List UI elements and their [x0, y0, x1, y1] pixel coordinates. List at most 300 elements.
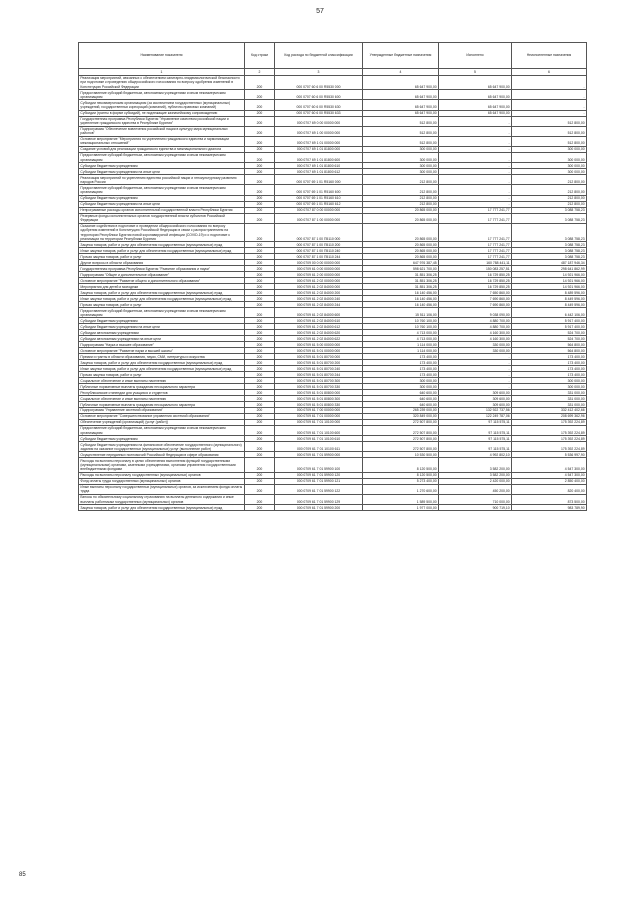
row-executed: 309 600,00 — [439, 402, 512, 408]
row-code: 200 — [245, 302, 275, 308]
row-name: Субсидии автономным учреждениям на иные цели — [79, 336, 245, 342]
row-name: Прочая закупка товаров, работ и услуг — [79, 254, 245, 260]
row-code: 200 — [245, 260, 275, 266]
row-executed: 65 647 900,00 — [439, 90, 512, 100]
row-remaining: 212 800,00 — [512, 195, 587, 201]
row-approved: 10 760 100,00 — [363, 318, 439, 324]
row-code: 200 — [245, 213, 275, 223]
row-approved: 647 976 387,45 — [363, 260, 439, 266]
row-kbk: 000 0709 61 2 02 84000 600 — [275, 308, 363, 318]
row-kbk: 000 0709 61 2 02 84000 610 — [275, 318, 363, 324]
row-code: 200 — [245, 354, 275, 360]
row-remaining: 5 536 997,90 — [512, 452, 587, 458]
row-kbk: 000 0707 87 1 00 00000 000 — [275, 213, 363, 223]
row-kbk: 000 0709 61 2 02 84000 000 — [275, 284, 363, 290]
row-approved: 31 851 306,25 — [363, 284, 439, 290]
row-name: Субсидии бюджетным учреждениям на финансовое обеспечение государственного (муниципального) задания на оказание государственных (муниципальных) услуг (выполнение работ) — [79, 442, 245, 452]
row-executed: 97 115 575,11 — [439, 420, 512, 426]
row-kbk: 000 0709 61 5 01 80700 000 — [275, 354, 363, 360]
row-approved: 272 507 800,00 — [363, 420, 439, 426]
row-code: 200 — [245, 366, 275, 372]
row-executed: 4 992 802,10 — [439, 452, 512, 458]
row-remaining: 873 500,00 — [512, 494, 587, 504]
row-remaining: 487 187 946,34 — [512, 260, 587, 266]
table-row — [79, 426, 587, 436]
row-remaining: 3 088 758,23 — [512, 248, 587, 254]
row-name: Взносы по обязательному социальному страхованию на выплаты денежного содержания и иные выплаты работникам государственных (муниципальных) органов — [79, 494, 245, 504]
table-row — [79, 484, 587, 494]
row-remaining: 5 917 400,00 — [512, 318, 587, 324]
row-name: Субсидии бюджетным учреждениям на иные цели — [79, 324, 245, 330]
column-number: 4 — [363, 68, 439, 75]
row-kbk: 000 0707 69 1 00 00000 000 — [275, 126, 363, 136]
row-executed: 16 729 850,25 — [439, 278, 512, 284]
row-code: 200 — [245, 136, 275, 146]
row-remaining: - — [512, 75, 587, 89]
row-code: 200 — [245, 378, 275, 384]
row-remaining: 331 000,00 — [512, 390, 587, 396]
row-code: 200 — [245, 284, 275, 290]
row-executed: - — [439, 163, 512, 169]
row-executed: 9 038 090,00 — [439, 308, 512, 318]
header-name: Наименование показателя — [79, 43, 245, 69]
row-name: Подпрограмма "Общее и дополнительное образование" — [79, 272, 245, 278]
row-kbk: 000 0707 69 1 01 81800 000 — [275, 147, 363, 153]
row-remaining: 331 000,00 — [512, 396, 587, 402]
row-code: 200 — [245, 290, 275, 296]
row-remaining: 3 088 758,23 — [512, 207, 587, 213]
row-approved: 8 120 500,00 — [363, 458, 439, 472]
row-approved: 20 865 000,00 — [363, 223, 439, 242]
table-row — [79, 458, 587, 472]
row-code: 200 — [245, 126, 275, 136]
row-executed: - — [439, 153, 512, 163]
row-approved: 272 507 800,00 — [363, 442, 439, 452]
row-code: 200 — [245, 342, 275, 348]
row-name: Социальное обеспечение и иные выплаты населению — [79, 378, 245, 384]
row-code: 200 — [245, 223, 275, 242]
row-executed: 17 777 241,77 — [439, 213, 512, 223]
row-remaining: 524 700,00 — [512, 330, 587, 336]
row-executed: 4 880 700,00 — [439, 324, 512, 330]
row-code: 200 — [245, 348, 275, 354]
row-executed: - — [439, 372, 512, 378]
row-code: 200 — [245, 420, 275, 426]
row-code: 200 — [245, 484, 275, 494]
row-approved: 10 760 100,00 — [363, 324, 439, 330]
table-row — [79, 505, 587, 511]
header-code: Код строки — [245, 43, 275, 69]
row-name: Фонд оплаты труда государственных (муниципальных) органов — [79, 478, 245, 484]
row-code: 200 — [245, 185, 275, 195]
row-name: Расходы на выплаты персоналу в целях обеспечения выполнения функций государственными (муниципальными) органами, казенными учреждениями, органами управления государственными внебюджетными фондами — [79, 458, 245, 472]
table-row — [79, 308, 587, 318]
row-name: Субсидии некоммерческим организациям (за исключением государственных (муниципальных) учреждений, государственных корпораций (компаний), публично-правовых компаний) — [79, 100, 245, 110]
table-row — [79, 442, 587, 452]
row-kbk: 000 0707 69 1 01 R5160 610 — [275, 195, 363, 201]
row-approved: 212 800,00 — [363, 185, 439, 195]
row-remaining: 331 000,00 — [512, 402, 587, 408]
table-row — [79, 90, 587, 100]
row-kbk: 000 0707 69 1 01 81800 612 — [275, 169, 363, 175]
row-name: Прочая закупка товаров, работ и услуг — [79, 372, 245, 378]
row-executed: - — [439, 195, 512, 201]
row-code: 200 — [245, 402, 275, 408]
row-approved: 173 400,00 — [363, 354, 439, 360]
row-approved: 16 140 456,00 — [363, 302, 439, 308]
row-name: Субсидии бюджетным учреждениям на иные цели — [79, 201, 245, 207]
row-approved: 16 140 456,00 — [363, 290, 439, 296]
row-executed: 710 000,00 — [439, 494, 512, 504]
row-approved: 10 530 500,00 — [363, 452, 439, 458]
row-approved: 300 000,00 — [363, 153, 439, 163]
row-approved: 31 851 306,25 — [363, 272, 439, 278]
row-approved: 320 849 000,00 — [363, 414, 439, 420]
row-remaining: 175 392 224,89 — [512, 436, 587, 442]
row-name: Публичные нормативные выплаты гражданам несоциального характера — [79, 402, 245, 408]
row-code: 200 — [245, 505, 275, 511]
row-code: 200 — [245, 458, 275, 472]
row-remaining: 3 088 758,23 — [512, 213, 587, 223]
row-remaining: 300 000,00 — [512, 169, 587, 175]
row-name: Основное мероприятие "Совершенствование управления системой образования" — [79, 414, 245, 420]
page-number-bottom: 85 — [19, 872, 26, 878]
row-approved: 640 600,00 — [363, 402, 439, 408]
row-remaining: 175 392 224,89 — [512, 426, 587, 436]
row-remaining: 3 088 758,23 — [512, 254, 587, 260]
row-remaining: 512 800,00 — [512, 116, 587, 126]
row-approved: 640 600,00 — [363, 390, 439, 396]
row-executed: 900 719,10 — [439, 505, 512, 511]
row-remaining: 5 917 400,00 — [512, 324, 587, 330]
row-code: 200 — [245, 116, 275, 126]
row-remaining: 300 000,00 — [512, 147, 587, 153]
row-code: 200 — [245, 266, 275, 272]
row-executed: 65 647 900,00 — [439, 110, 512, 116]
row-executed: 4 160 300,00 — [439, 336, 512, 342]
row-executed: 132 922 737,56 — [439, 408, 512, 414]
row-remaining: 300 000,00 — [512, 163, 587, 169]
row-code: 200 — [245, 169, 275, 175]
row-remaining: 564 800,00 — [512, 342, 587, 348]
row-code: 200 — [245, 330, 275, 336]
row-approved: 265 239 000,00 — [363, 408, 439, 414]
row-kbk: 000 0709 61 7 01 59900 120 — [275, 472, 363, 478]
row-code: 200 — [245, 147, 275, 153]
header-remaining: Неисполненные назначения — [512, 43, 587, 69]
row-name: Подпрограмма "Обеспечение вовлечения российской нации в культуру мира муниципальных районов" — [79, 126, 245, 136]
row-kbk: 000 0709 61 7 01 59900 200 — [275, 505, 363, 511]
row-code: 200 — [245, 318, 275, 324]
row-executed: - — [439, 169, 512, 175]
row-executed: 17 777 241,77 — [439, 207, 512, 213]
row-name: Премии и гранты в области образования, науки, СМИ, литературы и искусства — [79, 354, 245, 360]
row-kbk: 000 0709 61 7 01 59900 000 — [275, 452, 363, 458]
row-kbk: 000 0709 61 7 01 10100 600 — [275, 426, 363, 436]
row-code: 200 — [245, 414, 275, 420]
row-code: 200 — [245, 372, 275, 378]
table-row — [79, 100, 587, 110]
row-approved: 212 800,00 — [363, 201, 439, 207]
row-kbk: 000 0709 61 2 02 84000 620 — [275, 330, 363, 336]
row-executed: - — [439, 384, 512, 390]
row-approved: 15 511 106,00 — [363, 308, 439, 318]
row-remaining: 14 921 966,00 — [512, 272, 587, 278]
row-name: Другие вопросы в области образования — [79, 260, 245, 266]
row-remaining: 300 000,00 — [512, 378, 587, 384]
row-code: 200 — [245, 254, 275, 260]
row-name: Расходы на выплаты персоналу государственных (муниципальных) органов — [79, 472, 245, 478]
row-remaining: 512 800,00 — [512, 126, 587, 136]
row-executed: 17 777 241,77 — [439, 242, 512, 248]
row-name: Оказание содействия в подготовке и проведении общероссийского голосования по вопросу одобрения изменений в Конституцию Российской Федерации в связи с распространением на территории Республики Бурятия новой коронавирусной инфекции (COVID-19) и о подготовке к реализации на территории Республики Бурятия — [79, 223, 245, 242]
row-name: Публичные нормативные выплаты гражданам несоциального характера — [79, 384, 245, 390]
row-kbk: 000 0707 69 1 01 00000 000 — [275, 136, 363, 146]
row-approved: 300 000,00 — [363, 378, 439, 384]
row-code: 200 — [245, 426, 275, 436]
row-approved: 300 000,00 — [363, 169, 439, 175]
header-executed: Исполнено — [439, 43, 512, 69]
table-row — [79, 223, 587, 242]
row-kbk: 000 0707 69 1 01 R5160 600 — [275, 185, 363, 195]
row-kbk: 000 0709 61 7 01 59900 121 — [275, 478, 363, 484]
row-remaining: - — [512, 90, 587, 100]
row-kbk: 000 0709 61 5 01 00000 000 — [275, 348, 363, 354]
row-approved: 16 140 456,00 — [363, 296, 439, 302]
row-name: Субсидии бюджетным учреждениям — [79, 163, 245, 169]
row-code: 200 — [245, 324, 275, 330]
table-row — [79, 153, 587, 163]
row-remaining: 4 547 300,00 — [512, 472, 587, 478]
row-code: 200 — [245, 436, 275, 442]
column-number: 6 — [512, 68, 587, 75]
row-executed: 2 420 000,00 — [439, 478, 512, 484]
row-kbk: 000 0709 61 7 01 10100 611 — [275, 442, 363, 452]
row-approved: 173 400,00 — [363, 360, 439, 366]
row-approved: 20 865 000,00 — [363, 207, 439, 213]
row-name: Иные закупки товаров, работ и услуг для обеспечения государственных (муниципальных) нужд — [79, 366, 245, 372]
row-code: 200 — [245, 272, 275, 278]
table-row — [79, 136, 587, 146]
row-remaining: 6 442 106,00 — [512, 308, 587, 318]
row-code: 200 — [245, 442, 275, 452]
row-executed: - — [439, 354, 512, 360]
row-code: 200 — [245, 494, 275, 504]
row-name: Иные выплаты персоналу государственных (муниципальных) органов, за исключением фонда оплаты труда — [79, 484, 245, 494]
row-approved: 272 507 800,00 — [363, 436, 439, 442]
row-kbk: 000 0707 87 1 00 П5110 244 — [275, 254, 363, 260]
row-remaining: 332 412 402,66 — [512, 408, 587, 414]
row-executed: - — [439, 126, 512, 136]
row-name: Обеспечение учреждений (организаций) (услуг (работ)) — [79, 420, 245, 426]
row-remaining: 820 400,00 — [512, 484, 587, 494]
row-name: Закупка товаров, работ и услуг для обеспечения государственных (муниципальных) нужд — [79, 242, 245, 248]
row-executed: 17 777 241,77 — [439, 223, 512, 242]
row-approved: 173 400,00 — [363, 366, 439, 372]
row-name: Подпрограмма "Наука и высшее образование" — [79, 342, 245, 348]
row-executed: 65 647 900,00 — [439, 100, 512, 110]
row-kbk: 000 0707 60 6 00 R5530 000 — [275, 75, 363, 89]
row-remaining: 3 088 758,23 — [512, 223, 587, 242]
row-code: 200 — [245, 452, 275, 458]
row-remaining: 173 400,00 — [512, 366, 587, 372]
row-name: Осуществление переданных полномочий Российской Федерации в сфере образования — [79, 452, 245, 458]
row-name: Закупка товаров, работ и услуг для обеспечения государственных (муниципальных) нужд — [79, 360, 245, 366]
row-name: Создание условий для реализации гражданского единства и межнационального диалога — [79, 147, 245, 153]
table-row — [79, 213, 587, 223]
header-approved: Утвержденные бюджетные назначения — [363, 43, 439, 69]
row-code: 200 — [245, 207, 275, 213]
row-approved: 65 647 900,00 — [363, 75, 439, 89]
row-kbk: 000 0707 69 1 01 81800 600 — [275, 153, 363, 163]
row-name: Субсидии бюджетным учреждениям — [79, 195, 245, 201]
row-name: Субсидии бюджетным учреждениям на иные цели — [79, 169, 245, 175]
row-remaining: 512 800,00 — [512, 136, 587, 146]
row-kbk: 000 0709 61 7 01 10100 000 — [275, 420, 363, 426]
row-kbk: 000 0709 61 5 01 80700 240 — [275, 366, 363, 372]
row-name: Основное мероприятие "Мероприятия по укреплению гражданского единства и гармонизации межнациональных отношений" — [79, 136, 245, 146]
row-code: 200 — [245, 478, 275, 484]
row-remaining: 212 800,00 — [512, 175, 587, 185]
row-remaining: 208 699 362,96 — [512, 414, 587, 420]
row-code: 200 — [245, 242, 275, 248]
row-name: Подпрограмма "Управление системой образования" — [79, 408, 245, 414]
row-remaining: 173 400,00 — [512, 360, 587, 366]
row-kbk: 000 0709 61 7 01 10100 610 — [275, 436, 363, 442]
row-kbk: 000 0707 69 0 00 00000 000 — [275, 116, 363, 126]
row-approved: 5 273 400,00 — [363, 478, 439, 484]
row-approved: 512 800,00 — [363, 116, 439, 126]
row-code: 200 — [245, 472, 275, 478]
row-kbk: 000 0707 60 6 00 R5530 600 — [275, 90, 363, 100]
row-code: 200 — [245, 110, 275, 116]
header-row — [79, 43, 587, 69]
row-code: 200 — [245, 390, 275, 396]
row-kbk: 000 0709 61 7 00 00000 000 — [275, 408, 363, 414]
row-executed: - — [439, 360, 512, 366]
table-body — [79, 75, 587, 510]
row-executed: 65 647 900,00 — [439, 75, 512, 89]
row-name: Резервные фонды исполнительных органов государственной власти субъектов Российской Федерации — [79, 213, 245, 223]
row-approved: 512 800,00 — [363, 136, 439, 146]
row-kbk: 000 0709 61 5 01 80800 000 — [275, 390, 363, 396]
row-approved: 65 647 900,00 — [363, 90, 439, 100]
row-name: Государственная программа Республики Бурятия "Развитие образования и науки" — [79, 266, 245, 272]
row-kbk: 000 0709 00 0 00 00000 000 — [275, 260, 363, 266]
row-kbk: 000 0707 69 1 01 R5160 000 — [275, 175, 363, 185]
page-number-top: 57 — [316, 8, 324, 15]
row-executed: 97 115 575,11 — [439, 436, 512, 442]
row-remaining: 173 400,00 — [512, 372, 587, 378]
row-executed: - — [439, 136, 512, 146]
row-name: Закупка товаров, работ и услуг для обеспечения государственных (муниципальных) нужд — [79, 290, 245, 296]
row-kbk: 000 0709 61 5 01 80700 200 — [275, 360, 363, 366]
row-approved: 300 000,00 — [363, 163, 439, 169]
row-approved: 1 589 500,00 — [363, 494, 439, 504]
row-remaining: 300 000,00 — [512, 384, 587, 390]
row-executed: 7 690 860,00 — [439, 302, 512, 308]
row-executed: 3 582 200,00 — [439, 458, 512, 472]
row-kbk: 000 0709 61 5 01 80800 300 — [275, 396, 363, 402]
row-kbk: 000 0707 87 1 00 П5110 000 — [275, 223, 363, 242]
row-name: Реализация мероприятий по укреплению единства российской нации и этнокультурному развитию народов России — [79, 175, 245, 185]
row-executed: - — [439, 201, 512, 207]
row-executed: - — [439, 175, 512, 185]
row-code: 200 — [245, 100, 275, 110]
row-name: Мероприятия для детей и молодежи — [79, 284, 245, 290]
row-executed: 97 115 575,11 — [439, 426, 512, 436]
row-remaining: 983 789,90 — [512, 505, 587, 511]
row-executed: 309 600,00 — [439, 390, 512, 396]
row-kbk: 000 0709 61 7 01 59900 100 — [275, 458, 363, 472]
row-executed: - — [439, 185, 512, 195]
row-approved: 598 621 700,00 — [363, 266, 439, 272]
row-approved: 20 865 000,00 — [363, 213, 439, 223]
row-executed: 330 000,00 — [439, 342, 512, 348]
row-kbk: 000 0709 61 2 00 00000 000 — [275, 272, 363, 278]
row-approved: 31 851 306,25 — [363, 278, 439, 284]
column-number: 2 — [245, 68, 275, 75]
row-code: 200 — [245, 201, 275, 207]
row-name: Предоставление субсидий бюджетным, автономным учреждениям и иным некоммерческим организациям — [79, 185, 245, 195]
row-name: Иные закупки товаров, работ и услуг для обеспечения государственных (муниципальных) нужд — [79, 248, 245, 254]
row-code: 200 — [245, 248, 275, 254]
row-kbk: 000 0709 61 7 01 59900 122 — [275, 484, 363, 494]
row-approved: 272 507 800,00 — [363, 426, 439, 436]
row-executed: - — [439, 366, 512, 372]
row-remaining: 3 088 758,23 — [512, 242, 587, 248]
row-name: Основное мероприятие "Развитие общего и дополнительного образования" — [79, 278, 245, 284]
row-executed: - — [439, 116, 512, 126]
row-name: Предоставление субсидий бюджетным, автономным учреждениям и иным некоммерческим организациям — [79, 90, 245, 100]
row-approved: 1 114 000,00 — [363, 348, 439, 354]
header-kbk: Код расхода по бюджетной классификации — [275, 43, 363, 69]
row-remaining: - — [512, 100, 587, 110]
row-name: Предоставление субсидий бюджетным, автономным учреждениям и иным некоммерческим организациям — [79, 153, 245, 163]
row-executed: 160 788 441,11 — [439, 260, 512, 266]
row-approved: 1 114 000,00 — [363, 342, 439, 348]
budget-execution-table — [78, 42, 587, 511]
row-kbk: 000 0709 61 7 01 00000 000 — [275, 414, 363, 420]
row-kbk: 000 0709 61 0 00 00000 000 — [275, 266, 363, 272]
row-remaining: 4 547 300,00 — [512, 458, 587, 472]
row-executed: 16 729 850,25 — [439, 284, 512, 290]
column-number-row — [79, 68, 587, 75]
row-remaining: 8 449 596,00 — [512, 296, 587, 302]
row-approved: 1 270 600,00 — [363, 484, 439, 494]
row-remaining: 212 800,00 — [512, 185, 587, 195]
table-row — [79, 494, 587, 504]
column-number: 1 — [79, 68, 245, 75]
row-name: Субсидии автономным учреждениям — [79, 330, 245, 336]
row-approved: 20 865 000,00 — [363, 242, 439, 248]
row-approved: 212 800,00 — [363, 175, 439, 185]
row-executed: 4 160 300,00 — [439, 330, 512, 336]
row-kbk: 000 0709 61 2 02 00000 000 — [275, 278, 363, 284]
row-name: Прочая закупка товаров, работ и услуг — [79, 302, 245, 308]
row-executed: 7 650 860,00 — [439, 290, 512, 296]
row-kbk: 000 0709 61 5 01 80700 300 — [275, 378, 363, 384]
row-kbk: 000 0707 69 1 01 81800 610 — [275, 163, 363, 169]
row-remaining: 14 921 966,00 — [512, 284, 587, 290]
row-remaining: 212 800,00 — [512, 201, 587, 207]
row-executed: - — [439, 378, 512, 384]
table-row — [79, 175, 587, 185]
row-executed: 150 083 257,51 — [439, 266, 512, 272]
row-kbk: 000 0707 87 1 00 П5110 200 — [275, 242, 363, 248]
row-name: Республиканские стипендии для учащихся и студентов — [79, 390, 245, 396]
row-kbk: 000 0709 61 7 01 59900 129 — [275, 494, 363, 504]
